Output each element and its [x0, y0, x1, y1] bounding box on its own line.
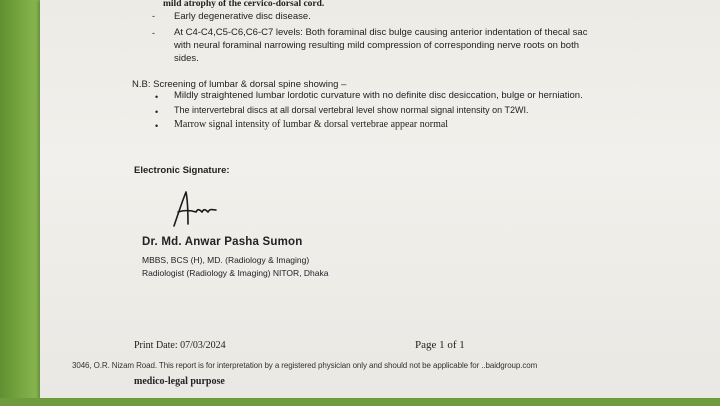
print-date: Print Date: 07/03/2024	[134, 340, 226, 351]
impression-line: sides.	[174, 53, 199, 64]
doctor-qualifications: MBBS, BCS (H), MD. (Radiology & Imaging)	[142, 255, 310, 265]
nb-heading: N.B: Screening of lumbar & dorsal spine showing –	[132, 79, 347, 90]
bullet-dot: •	[155, 107, 159, 117]
impression-line: mild atrophy of the cervico-dorsal cord.	[163, 0, 325, 9]
bullet-dot: •	[155, 121, 159, 131]
background-left	[0, 0, 42, 406]
footer-legal: medico-legal purpose	[134, 376, 225, 387]
footer-disclaimer: 3046, O.R. Nizam Road. This report is for interpretation by a registered physician only and should not be applicable for ..baidgroup.com	[72, 361, 538, 370]
nb-item: The intervertebral discs at all dorsal vertebral level show normal signal intensity on T2WI.	[174, 105, 529, 115]
handwritten-signature	[166, 188, 230, 230]
signature-label: Electronic Signature:	[134, 165, 230, 176]
bullet-dash: -	[152, 28, 155, 38]
bullet-dash: -	[152, 11, 155, 21]
report-page	[40, 0, 720, 400]
page-number: Page 1 of 1	[415, 339, 465, 351]
doctor-position: Radiologist (Radiology & Imaging) NITOR, Dhaka	[142, 268, 329, 278]
impression-line: with neural foraminal narrowing resulting mild compression of corresponding nerve roots on both	[174, 40, 580, 51]
nb-item: Marrow signal intensity of lumbar & dorsal vertebrae appear normal	[174, 119, 449, 130]
background-bottom	[0, 398, 720, 406]
impression-line: At C4-C4,C5-C6,C6-C7 levels: Both foraminal disc bulge causing anterior indentation of thecal sac	[174, 27, 588, 38]
bullet-dot: •	[155, 92, 159, 102]
impression-line: Early degenerative disc disease.	[174, 11, 311, 22]
nb-item: Mildly straightened lumbar lordotic curvature with no definite disc desiccation, bulge or herniation.	[174, 90, 583, 101]
doctor-name: Dr. Md. Anwar Pasha Sumon	[142, 236, 303, 248]
